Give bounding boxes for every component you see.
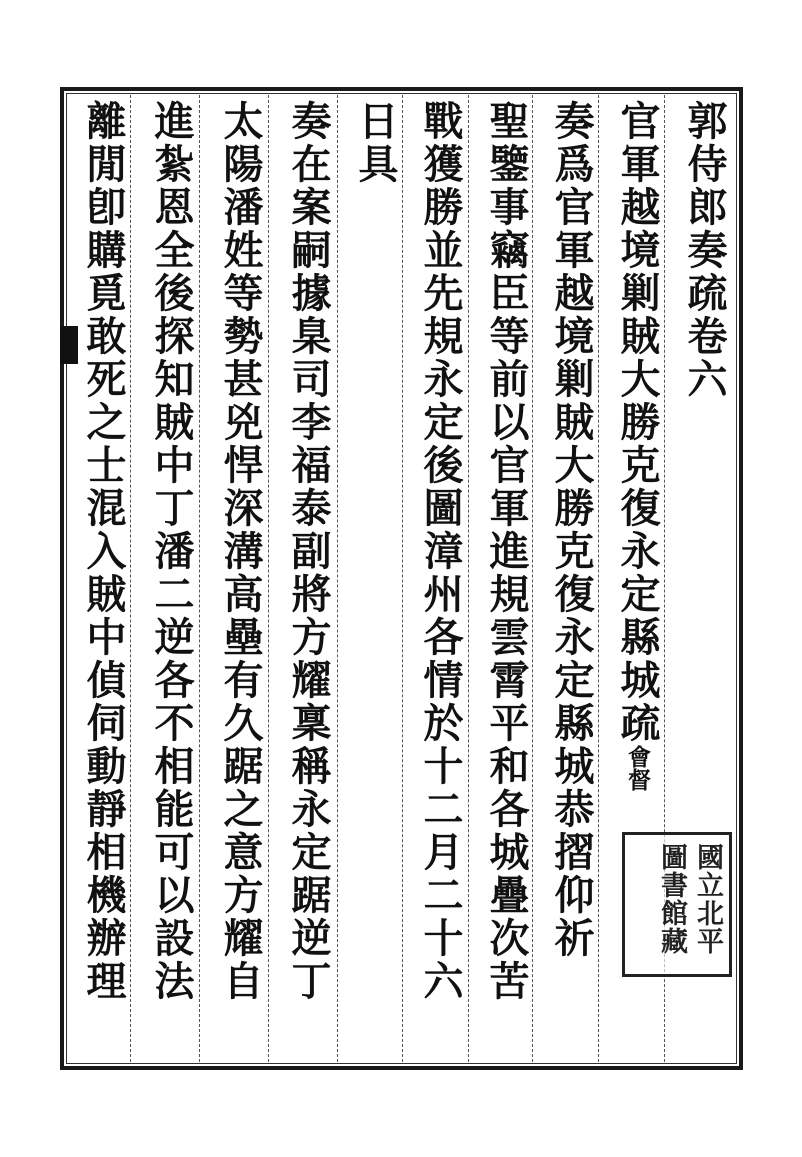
seal-text: 國立北平圖書館藏 [656,843,723,955]
text-column [542,100,600,960]
column-text: 奏在案嗣據臬司李福泰副將方耀稟稱永定踞逆丁 [285,100,332,1003]
memorial-title: 官軍越境剿賊大勝克復永定縣城疏 [614,100,661,745]
text-column [411,100,469,1003]
annotation-small: 會督 [624,745,651,791]
text-column [74,100,132,1003]
volume-title: 郭侍郎奏疏卷六 [681,100,728,401]
text-column [279,100,337,1003]
text-column [346,100,404,186]
column-rule [337,95,338,1062]
column-text: 離閒卽購覓敢死之士混入賊中偵伺動靜相機辦理 [80,100,127,1003]
column-text: 奏爲官軍越境剿賊大勝克復永定縣城恭摺仰祈 [548,100,595,960]
text-column [477,100,535,1003]
column-text: 聖鑒事竊臣等前以官軍進規雲霄平和各城疊次苦 [483,100,530,1003]
library-seal-stamp [622,832,732,977]
text-column-memorial-title [608,100,666,791]
column-text: 戰獲勝並先規永定後圖漳州各情於十二月二十六 [417,100,464,1003]
text-column [142,100,200,1003]
text-column [211,100,269,1003]
column-text: 進紮恩全後探知賊中丁潘二逆各不相能可以設法 [148,100,195,1003]
column-text: 太陽潘姓等勢甚兇悍深溝高壘有久踞之意方耀自 [217,100,264,1003]
column-rule [402,95,403,1062]
text-column-title [675,100,733,401]
column-text: 日具 [352,100,399,186]
